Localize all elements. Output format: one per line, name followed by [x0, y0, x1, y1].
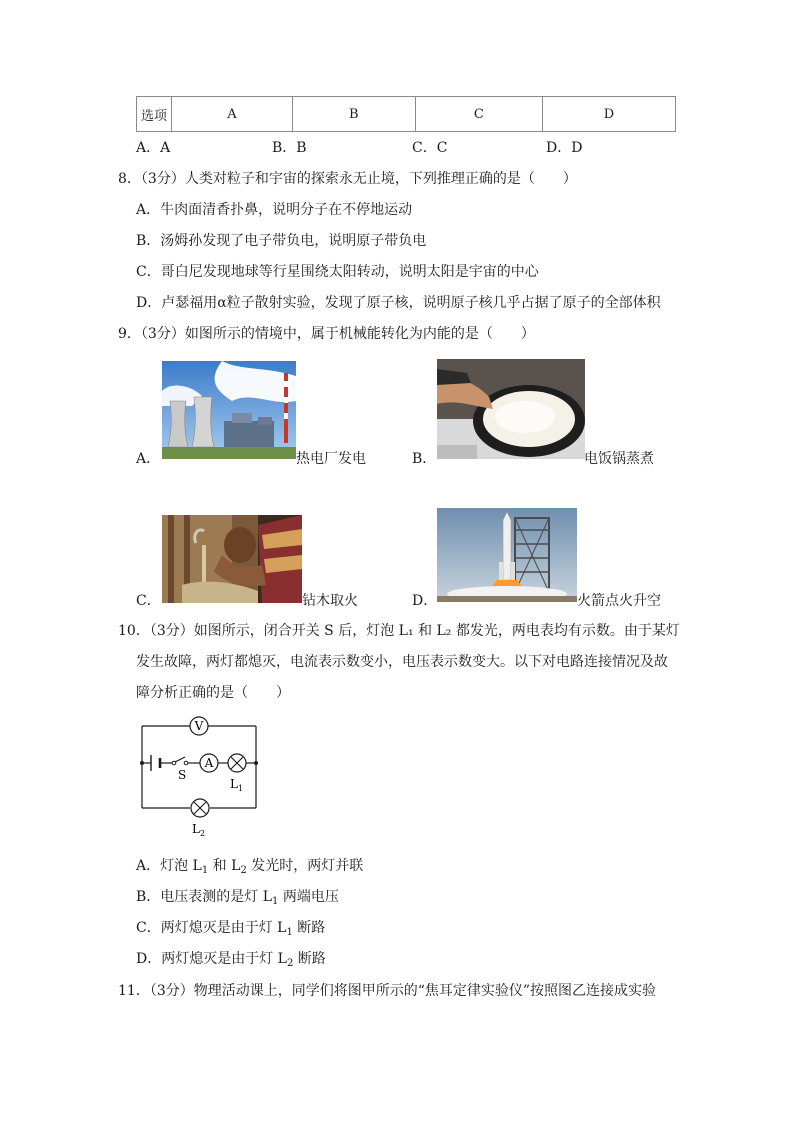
ammeter-label: A: [204, 756, 214, 770]
q7-option-a[interactable]: A．A: [136, 140, 171, 156]
q9-option-c-letter[interactable]: C．: [136, 593, 161, 609]
q8-option-c[interactable]: C．哥白尼发现地球等行星围绕太阳转动，说明太阳是宇宙的中心: [136, 264, 539, 280]
q9-option-b-letter[interactable]: B．: [412, 451, 437, 467]
switch-label: S: [178, 768, 187, 782]
q8-option-d[interactable]: D．卢瑟福用α粒子散射实验，发现了原子核，说明原子核几乎占据了原子的全部体积: [136, 295, 661, 311]
voltmeter-label: V: [194, 719, 204, 733]
rice-cooker-image: [437, 359, 585, 459]
power-plant-image: [162, 361, 296, 459]
q8-stem: 8．（3分）人类对粒子和宇宙的探索永无止境，下列推理正确的是（ ）: [118, 171, 577, 187]
q7-option-c[interactable]: C．C: [412, 140, 448, 156]
table-cell-b: B: [292, 97, 415, 132]
drill-fire-image: [162, 515, 302, 603]
q10-stem-line-2: 发生故障，两灯都熄灭，电流表示数变小，电压表示数变大。以下对电路连接情况及故: [136, 654, 668, 670]
options-table: [136, 96, 676, 132]
q9-stem: 9．（3分）如图所示的情境中，属于机械能转化为内能的是（ ）: [118, 326, 535, 342]
q10-option-a[interactable]: A．灯泡 $L_1$ 和 $L_2$ 发光时，两灯并联: [136, 858, 364, 876]
lamp1-label: $L_1$: [230, 777, 244, 793]
q8-option-b[interactable]: B．汤姆孙发现了电子带负电，说明原子带负电: [136, 233, 427, 249]
q10-stem-line-1: 10．（3分）如图所示，闭合开关 S 后，灯泡 L₁ 和 L₂ 都发光，两电表均有示数。由于某灯: [118, 623, 680, 639]
circuit-diagram: [136, 712, 266, 844]
q9-option-d-caption: 火箭点火升空: [577, 593, 661, 609]
table-cell-d: D: [542, 97, 675, 132]
q7-answer-options: [136, 137, 696, 157]
q10-option-d[interactable]: D．两灯熄灭是由于灯 $L_2$ 断路: [136, 951, 326, 969]
q7-option-b[interactable]: B．B: [272, 140, 307, 156]
q9-option-a-letter[interactable]: A．: [136, 451, 161, 467]
q10-stem-line-3: 障分析正确的是（ ）: [136, 685, 290, 701]
q10-option-c[interactable]: C．两灯熄灭是由于灯 $L_1$ 断路: [136, 920, 326, 938]
table-header-cell: 选项: [137, 97, 172, 132]
q11-stem: 11．（3分）物理活动课上，同学们将图甲所示的“焦耳定律实验仪”按照图乙连接成实验: [118, 983, 657, 999]
q10-option-b[interactable]: B．电压表测的是灯 $L_1$ 两端电压: [136, 889, 339, 907]
lamp2-label: $L_2$: [192, 822, 206, 838]
q8-option-a[interactable]: A．牛肉面清香扑鼻，说明分子在不停地运动: [136, 202, 413, 218]
rocket-launch-image: [437, 508, 577, 602]
q9-option-c-caption: 钻木取火: [302, 593, 358, 609]
q7-option-d[interactable]: D．D: [546, 140, 583, 156]
table-cell-a: A: [172, 97, 293, 132]
q9-option-b-caption: 电饭锅蒸煮: [584, 451, 654, 467]
q9-option-d-letter[interactable]: D．: [412, 593, 438, 609]
table-cell-c: C: [415, 97, 542, 132]
q9-option-a-caption: 热电厂发电: [296, 451, 366, 467]
